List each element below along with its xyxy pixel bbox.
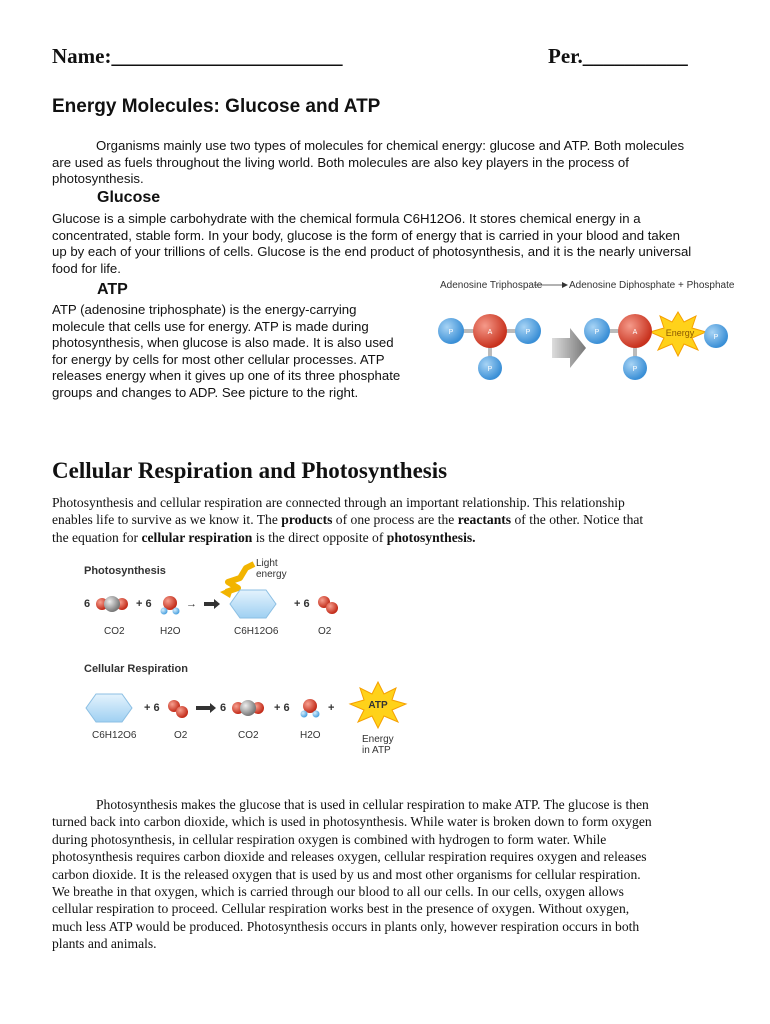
phosphate-letter: P <box>632 366 638 373</box>
h2o-label: H2O <box>300 730 321 741</box>
equations-diagram <box>78 556 438 756</box>
text-run: of the other. Notice that <box>511 512 644 528</box>
phosphate-letter: P <box>594 329 600 336</box>
emphasis-reactants: reactants <box>457 512 512 528</box>
text-line: releases energy when it gives up one of its three phosphate <box>52 368 401 384</box>
arrow-text: → <box>186 598 197 610</box>
emphasis-products: products <box>281 512 333 528</box>
reaction-arrow-icon <box>196 703 216 713</box>
co2-molecule-icon <box>96 596 128 612</box>
cellular-respiration-title: Cellular Respiration <box>84 663 188 675</box>
text-line: photosynthesis. <box>52 171 144 187</box>
phosphate-letter: P <box>487 366 493 373</box>
o2-label: O2 <box>174 730 188 741</box>
coefficient: 6 <box>220 702 227 714</box>
text-line: up by each of your trillions of cells. Glucose is the end product of photosynthesis, and it is the nearly universal <box>52 244 692 260</box>
atp-heading: ATP <box>97 281 128 298</box>
energy-in-atp-label: Energy <box>362 734 394 745</box>
reaction-arrow-icon <box>552 328 586 368</box>
co2-label: CO2 <box>238 730 259 741</box>
glucose-heading: Glucose <box>97 189 161 206</box>
text-line: during photosynthesis, in cellular respiration oxygen is combined with hydrogen to form water. While <box>52 831 607 847</box>
adenosine-letter: A <box>632 329 638 336</box>
glucose-paragraph <box>52 211 742 277</box>
atp-paragraph <box>52 302 424 402</box>
plus-coefficient: + 6 <box>294 598 310 610</box>
h2o-molecule-icon <box>301 699 320 718</box>
text-line: cellular respiration to proceed. Cellular respiration works best in the presence of oxygen. Without oxygen, <box>52 901 630 917</box>
phosphate-letter: P <box>525 329 531 336</box>
section-title-energy-molecules: Energy Molecules: Glucose and ATP <box>52 96 381 117</box>
text-line: are used as fuels throughout the living world. Both molecules are also key players in the process of <box>52 154 629 170</box>
coefficient: 6 <box>84 598 91 610</box>
text-line: We breathe in that oxygen, which is carried through our blood to all our cells. In our cells, oxygen allows <box>52 884 624 900</box>
glucose-hexagon-icon <box>86 694 132 722</box>
glucose-hexagon-icon <box>230 590 276 618</box>
text-line: groups and changes to ADP. See picture to the right. <box>52 384 359 400</box>
text-line: Glucose is a simple carbohydrate with the chemical formula C6H12O6. It stores chemical energy in a <box>52 211 641 226</box>
period-field-label: Per.__________ <box>548 44 688 68</box>
text-line: Photosynthesis and cellular respiration are connected through an important relationship. This relationship <box>52 495 625 510</box>
plus-sign: + <box>328 702 335 714</box>
atp-right-label: Adenosine Diphosphate + Phosphate <box>569 280 735 291</box>
h2o-label: H2O <box>160 626 181 637</box>
atp-adp-diagram <box>428 276 740 388</box>
label-arrow-head <box>562 282 568 288</box>
adp-molecule <box>584 312 728 380</box>
glucose-label: C6H12O6 <box>234 626 279 637</box>
text-line: food for life. <box>52 260 121 276</box>
adenosine-letter: A <box>487 329 493 336</box>
text-line <box>52 529 742 546</box>
emphasis-photosynthesis: photosynthesis. <box>386 529 476 545</box>
reaction-arrow-icon <box>204 599 220 609</box>
text-run: enables life to survive as we know it. The <box>52 512 282 528</box>
light-arrow-head <box>220 586 234 598</box>
co2-molecule-icon <box>232 700 264 716</box>
o2-label: O2 <box>318 626 332 637</box>
text-line: molecule that cells use for energy. ATP is made during <box>52 318 369 334</box>
text-run: the equation for <box>52 529 142 545</box>
atp-label: ATP <box>368 700 388 711</box>
phosphate-letter: P <box>713 334 719 341</box>
closing-paragraph <box>52 796 748 953</box>
emphasis-cellular-respiration: cellular respiration <box>141 529 253 545</box>
intro-paragraph <box>52 138 732 188</box>
text-line <box>52 511 742 528</box>
energy-label: Energy <box>665 328 695 338</box>
text-line: Photosynthesis makes the glucose that is used in cellular respiration to make ATP. The glucose is then <box>96 797 649 812</box>
text-line: plants and animals. <box>52 936 157 952</box>
o2-molecule-icon <box>318 596 338 614</box>
co2-label: CO2 <box>104 626 125 637</box>
glucose-label: C6H12O6 <box>92 730 137 741</box>
energy-in-atp-label: in ATP <box>362 745 391 756</box>
text-run: is the direct opposite of <box>252 529 387 545</box>
text-line: concentrated, stable form. In your body, glucose is the form of energy that is carried in your blood and taken <box>52 227 680 243</box>
energy-label: energy <box>256 569 287 580</box>
text-line: turned back into carbon dioxide, which is used in photosynthesis. While water is broken down to form oxygen <box>52 814 652 830</box>
plus-coefficient: + 6 <box>144 702 160 714</box>
text-line: photosynthesis requires carbon dioxide and releases oxygen, cellular respiration requires oxygen and releases <box>52 849 647 865</box>
text-line: for energy by cells for most other cellular processes. ATP <box>52 351 385 367</box>
text-line: Organisms mainly use two types of molecules for chemical energy: glucose and ATP. Both molecules <box>96 138 685 153</box>
plus-coefficient: + 6 <box>274 702 290 714</box>
text-line: much less ATP would be produced. Photosynthesis occurs in plants only, however respiration occurs in both <box>52 918 640 934</box>
h2o-molecule-icon <box>161 596 180 615</box>
text-line: photosynthesis, when glucose is also made. It is also used <box>52 335 394 351</box>
section-title-respiration-photosynthesis: Cellular Respiration and Photosynthesis <box>52 458 448 483</box>
text-run: of one process are the <box>332 512 458 528</box>
photosynthesis-title: Photosynthesis <box>84 565 166 577</box>
atp-molecule <box>438 314 541 380</box>
name-field-label: Name:______________________ <box>52 44 343 68</box>
relationship-paragraph <box>52 494 742 546</box>
o2-molecule-icon <box>168 700 188 718</box>
atp-left-label: Adenosine Triphospate <box>440 280 543 291</box>
phosphate-letter: P <box>448 329 454 336</box>
light-label: Light <box>256 558 278 569</box>
text-line: ATP (adenosine triphosphate) is the energy-carrying <box>52 302 357 317</box>
plus-coefficient: + 6 <box>136 598 152 610</box>
text-line: carbon dioxide. It is the released oxygen that is used by us and most other organisms for cellular respiration. <box>52 866 641 882</box>
